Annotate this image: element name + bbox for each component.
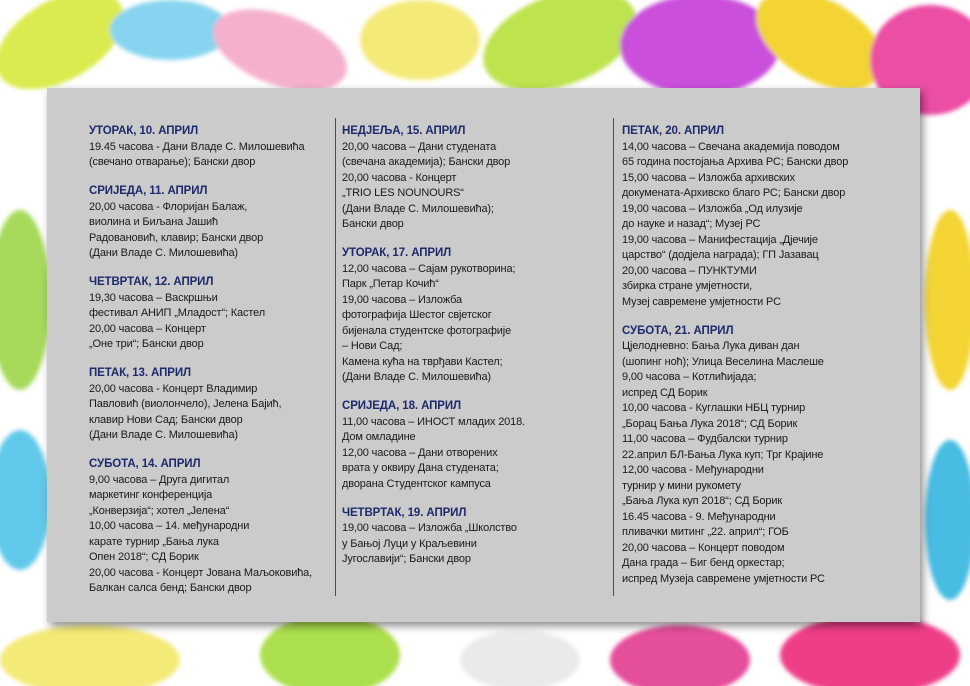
event-line: виолина и Биљана Јашић	[89, 216, 218, 228]
event-line: Дана града – Биг бенд оркестар;	[622, 557, 785, 569]
event-line: Камена кућа на тврђави Кастел;	[342, 355, 503, 368]
event-line: 20,00 часова - Концерт	[342, 171, 457, 184]
event-line: Павловић (виолончело), Јелена Бајић,	[89, 398, 282, 410]
event-line: царство“ (додјела награда); ГП Јазавац	[622, 249, 819, 261]
event-line: 12,00 часова - Међународни	[622, 464, 764, 476]
event-line: (Дани Владе С. Милошевића)	[342, 371, 491, 383]
event-line: испред СД Борик	[622, 386, 708, 399]
event-line: 19,00 часова – Манифестација „Дјечије	[622, 233, 818, 246]
event-line: 9,00 часова – Друга дигитал	[89, 473, 230, 486]
event-line: 19,00 часова – Изложба	[342, 293, 462, 306]
event-line: 12,00 часова – Сајам рукотворина;	[342, 262, 516, 275]
event-line: Цјелодневно: Бања Лука диван дан	[622, 340, 800, 352]
day-heading: ЧЕТВРТАК, 12. АПРИЛ	[89, 276, 214, 288]
event-line: 14,00 часова – Свечана академија поводом	[622, 140, 840, 153]
column-divider	[613, 118, 614, 596]
event-line: 9,00 часова – Котлићијада;	[622, 371, 757, 383]
day-block	[622, 124, 912, 310]
event-line: турнир у мини рукомету	[622, 479, 741, 492]
event-line: (свечано отварање); Бански двор	[89, 156, 256, 168]
event-line: (Дани Владе С. Милошевића)	[89, 247, 238, 259]
event-line: карате турнир „Бања лука	[89, 535, 219, 548]
event-line: Дом омладине	[342, 431, 416, 443]
event-line: Бански двор	[342, 218, 404, 230]
event-line: Парк „Петар Кочић“	[342, 278, 439, 290]
event-line: испред Музеја савремене умјетности РС	[622, 572, 825, 585]
event-line: 19,00 часова – Изложба „Од илузије	[622, 202, 803, 215]
event-line: – Нови Сад;	[342, 340, 403, 352]
event-line: фестивал АНИП „Младост“; Кастел	[89, 307, 265, 319]
event-line: Музеј савремене умјетности РС	[622, 295, 781, 308]
event-line: „Конверзија“; хотел „Јелена“	[89, 504, 230, 517]
event-line: 19,30 часова – Васкршњи	[89, 291, 218, 304]
event-line: 11,00 часова – Фудбалски турнир	[622, 433, 788, 445]
event-line: 15,00 часова – Изложба архивских	[622, 171, 795, 184]
event-line: „Бања Лука куп 2018“; СД Борик	[622, 495, 782, 507]
day-heading: СРИЈЕДА, 18. АПРИЛ	[342, 400, 462, 412]
event-line: (шопинг ноћ); Улица Веселина Маслеше	[622, 355, 824, 368]
day-block	[342, 246, 607, 386]
day-block	[89, 366, 334, 444]
day-heading: УТОРАК, 10. АПРИЛ	[89, 125, 199, 137]
event-line: 11,00 часова – ИНОСТ младих 2018.	[342, 415, 525, 428]
event-line: 20,00 часова - Флоријан Балаж,	[89, 200, 248, 213]
event-line: пливачки митинг „22. април“; ГОБ	[622, 526, 789, 538]
event-line: 20,00 часова – ПУНКТУМИ	[622, 264, 757, 277]
day-block	[89, 457, 334, 597]
event-line: збирка стране умјетности,	[622, 280, 753, 292]
event-line: „TRIO LES NOUNOURS“	[342, 187, 464, 199]
schedule-column-3	[622, 124, 912, 601]
event-line: 16.45 часова - 9. Међународни	[622, 510, 776, 523]
event-line: маркетинг конференција	[89, 489, 213, 501]
schedule-panel	[47, 88, 920, 622]
day-heading: ЧЕТВРТАК, 19. АПРИЛ	[342, 506, 467, 519]
column-divider	[335, 118, 336, 596]
event-line: 12,00 часова – Дани отворених	[342, 446, 498, 459]
event-line: Балкан салса бенд; Бански двор	[89, 582, 252, 594]
event-line: 10,00 часова - Куглашки НБЦ турнир	[622, 402, 806, 414]
event-line: фотографија Шестог свјетског	[342, 309, 492, 321]
event-line: 20,00 часова - Концерт Владимир	[89, 382, 258, 395]
day-heading: УТОРАК, 17. АПРИЛ	[342, 247, 452, 259]
event-line: докумената-Архивско благо РС; Бански двор	[622, 187, 846, 199]
event-line: 65 година постојања Архива РС; Бански двор	[622, 156, 849, 168]
event-line: врата у оквиру Дана студената;	[342, 462, 499, 474]
event-line: Опен 2018“; СД Борик	[89, 551, 199, 563]
event-line: (свечана академија); Бански двор	[342, 156, 511, 168]
event-line: бијенала студентске фотографије	[342, 324, 512, 337]
schedule-column-2	[342, 124, 607, 581]
event-line: Југославији“; Бански двор	[342, 553, 471, 565]
event-line: 19.45 часова - Дани Владе С. Милошевића	[89, 140, 305, 153]
day-heading: ПЕТАК, 13. АПРИЛ	[89, 367, 191, 379]
event-line: „Борац Бања Лука 2018“; СД Борик	[622, 417, 798, 430]
event-line: дворана Студентског кампуса	[342, 477, 491, 490]
event-line: 20,00 часова – Концерт поводом	[622, 541, 785, 554]
event-line: 20,00 часова – Дани студената	[342, 140, 497, 153]
day-heading: ПЕТАК, 20. АПРИЛ	[622, 125, 724, 137]
day-block	[89, 184, 334, 262]
event-line: 22.април БЛ-Бања Лука куп; Трг Крајине	[622, 448, 824, 461]
event-line: 20,00 часова - Концерт Јована Маљоковића,	[89, 566, 313, 579]
event-line: у Бањој Луци у Краљевини	[342, 537, 477, 550]
event-line: клавир Нови Сад; Бански двор	[89, 413, 243, 426]
day-block	[89, 124, 334, 171]
day-block	[342, 506, 607, 568]
event-line: до науке и назад“; Музеј РС	[622, 218, 761, 230]
event-line: 19,00 часова – Изложба „Школство	[342, 522, 517, 534]
day-heading: СУБОТА, 14. АПРИЛ	[89, 458, 201, 470]
event-line: Радовановић, клавир; Бански двор	[89, 231, 264, 244]
event-line: (Дани Владе С. Милошевића)	[89, 429, 238, 441]
schedule-column-1	[89, 124, 334, 610]
event-line: (Дани Владе С. Милошевића);	[342, 202, 494, 215]
day-heading: СУБОТА, 21. АПРИЛ	[622, 324, 734, 337]
day-block	[89, 275, 334, 353]
event-line: 10,00 часова – 14. међународни	[89, 520, 250, 532]
day-heading: СРИЈЕДА, 11. АПРИЛ	[89, 185, 208, 197]
day-heading: НЕДЈЕЉА, 15. АПРИЛ	[342, 125, 466, 137]
day-block	[342, 124, 607, 233]
event-line: „Оне три“; Бански двор	[89, 338, 204, 350]
day-block	[342, 399, 607, 492]
event-line: 20,00 часова – Концерт	[89, 322, 206, 335]
day-block	[622, 324, 912, 588]
